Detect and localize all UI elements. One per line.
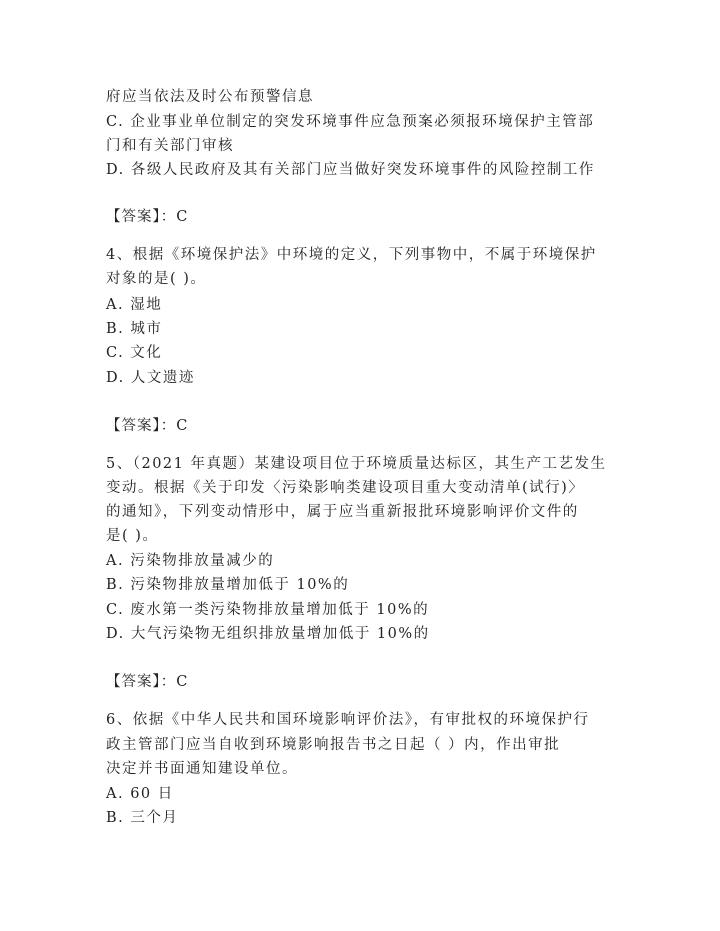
q6-stem-line2: 政主管部门应当自收到环境影响报告书之日起（ ）内，作出审批 [106,737,561,753]
q5-stem-line2: 变动。根据《关于印发〈污染影响类建设项目重大变动清单(试行)〉 [106,480,585,496]
q6-option-b: B. 三个月 [106,810,179,826]
q5-option-a: A. 污染物排放量减少的 [106,553,275,569]
q5-stem-line1: 5、（2021 年真题）某建设项目位于环境质量达标区，其生产工艺发生 [106,456,607,472]
q6-stem-line1: 6、依据《中华人民共和国环境影响评价法》，有审批权的环境保护行 [106,712,590,728]
q5-stem-line3: 的通知》，下列变动情形中，属于应当重新报批环境影响评价文件的 [106,504,579,520]
q3-option-c-line2: 门和有关部门审核 [106,138,234,154]
q6-option-a: A. 60 日 [106,786,174,802]
q4-option-a: A. 湿地 [106,297,163,313]
q4-stem-line1: 4、根据《环境保护法》中环境的定义，下列事物中，不属于环境保护 [106,247,597,263]
q4-stem-line2: 对象的是( )。 [106,271,207,287]
q5-option-b: B. 污染物排放量增加低于 10%的 [106,577,350,593]
q3-option-c-line1: C. 企业事业单位制定的突发环境事件应急预案必须报环境保护主管部 [106,114,595,130]
q5-stem-line4: 是( )。 [106,528,159,544]
q4-answer: 【答案】：C [106,418,189,434]
q4-option-b: B. 城市 [106,321,163,337]
q4-option-d: D. 人文遗迹 [106,370,195,386]
q6-stem-line3: 决定并书面通知建设单位。 [106,761,298,777]
q3-answer: 【答案】：C [106,209,189,225]
q5-option-c: C. 废水第一类污染物排放量增加低于 10%的 [106,602,430,618]
q4-option-c: C. 文化 [106,345,163,361]
q5-answer: 【答案】：C [106,674,189,690]
q3-stem-tail: 府应当依法及时公布预警信息 [106,89,314,105]
q5-option-d: D. 大气污染物无组织排放量增加低于 10%的 [106,626,430,642]
q3-option-d: D. 各级人民政府及其有关部门应当做好突发环境事件的风险控制工作 [106,162,595,178]
